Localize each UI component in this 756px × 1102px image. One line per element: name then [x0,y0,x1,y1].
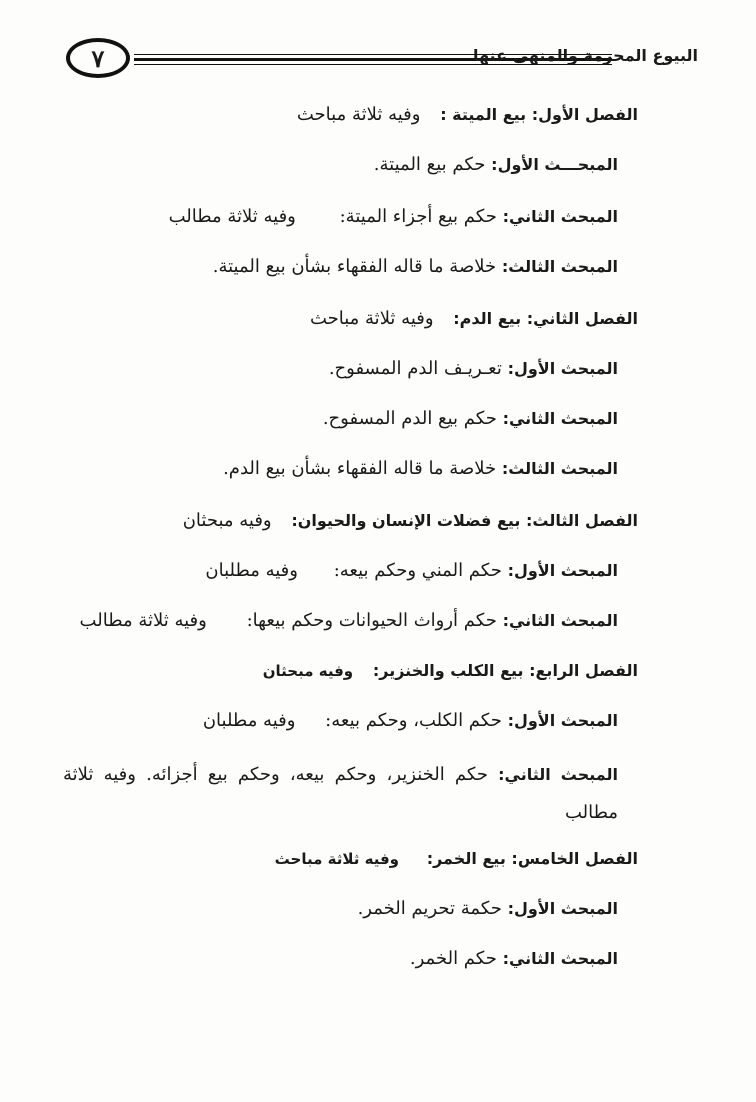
entry-label: المبحث الثاني: [502,207,618,226]
entry-text: تعـريـف الدم المسفوح. [328,358,502,379]
entry-note: وفيه ثلاثة مطالب [168,206,296,227]
section-entry [344,897,618,921]
entry-label: المبحث الأول: [507,359,618,378]
page-header [58,32,698,92]
section-entry [80,609,618,633]
entry-label: الفصل الخامس: بيع الخمر: [426,849,638,868]
entry-text: خلاصة ما قاله الفقهاء بشأن بيع الدم. [223,458,497,479]
entry-label: المبحـــث الأول: [491,155,618,174]
entry-note: وفيه مطلبان [202,710,296,731]
section-entry [203,709,618,733]
running-title: البيوع المحرمة والمنهي عنها [472,46,698,65]
entry-note: وفيه ثلاثة مباحث [296,104,421,125]
entry-label: المبحث الثاني: [502,611,618,630]
section-entry [315,357,618,381]
entry-note: وفيه مبحثان [182,510,272,531]
entry-note: وفيه ثلاثة مباحث [309,308,434,329]
section-entry [309,407,618,431]
entry-text: حكم الكلب، وحكم بيعه: [325,710,502,731]
entry-note: وفيه مطلبان [205,560,298,581]
entry-note: وفيه ثلاثة مباحث [274,850,399,868]
entry-note: وفيه ثلاثة مطالب [79,610,207,631]
section-entry [360,153,618,177]
section-entry [199,255,618,279]
entry-label: المبحث الأول: [507,711,618,730]
entry-label: المبحث الثالث: [501,459,618,478]
section-entry-wrapped [63,756,618,832]
entry-text: حكم المني وحكم بيعه: [333,560,502,581]
entry-text: حكمة تحريم الخمر. [357,898,502,919]
entry-text: خلاصة ما قاله الفقهاء بشأن بيع الميتة. [212,256,497,277]
entry-note: وفيه مبحثان [262,662,354,680]
entry-label: الفصل الثالث: بيع فضلات الإنسان والحيوان: [291,511,638,530]
entry-label: الفصل الثاني: بيع الدم: [453,309,638,328]
entry-label: المبحث الثاني: [498,765,618,784]
entry-label: المبحث الثاني: [502,409,618,428]
entry-label: المبحث الثالث: [501,257,618,276]
entry-label: المبحث الأول: [507,899,618,918]
chapter-heading-4 [263,659,638,683]
page-number: ٧ [91,43,105,73]
chapter-heading-1 [297,103,638,127]
section-entry [396,947,618,971]
entry-label: المبحث الثاني: [502,949,618,968]
entry-text: حكم أرواث الحيوانات وحكم بيعها: [246,610,497,631]
chapter-heading-5 [275,847,638,871]
section-entry [209,457,618,481]
page-number-badge [66,38,130,78]
entry-text: حكم الخنزير، وحكم بيعه، وحكم بيع أجزائه. وفيه ثلاثة مطالب [63,764,618,823]
entry-label: المبحث الأول: [507,561,618,580]
entry-text: حكم الخمر. [409,948,497,969]
chapter-heading-2 [310,307,638,331]
entry-label: الفصل الرابع: بيع الكلب والخنزير: [372,661,638,680]
entry-text: حكم بيع الدم المسفوح. [322,408,497,429]
entry-text: حكم بيع الميتة. [373,154,486,175]
section-entry [169,205,618,229]
section-entry [205,559,618,583]
chapter-heading-3 [183,509,638,533]
entry-label: الفصل الأول: بيع الميتة : [440,105,638,124]
entry-text: حكم بيع أجزاء الميتة: [339,206,497,227]
